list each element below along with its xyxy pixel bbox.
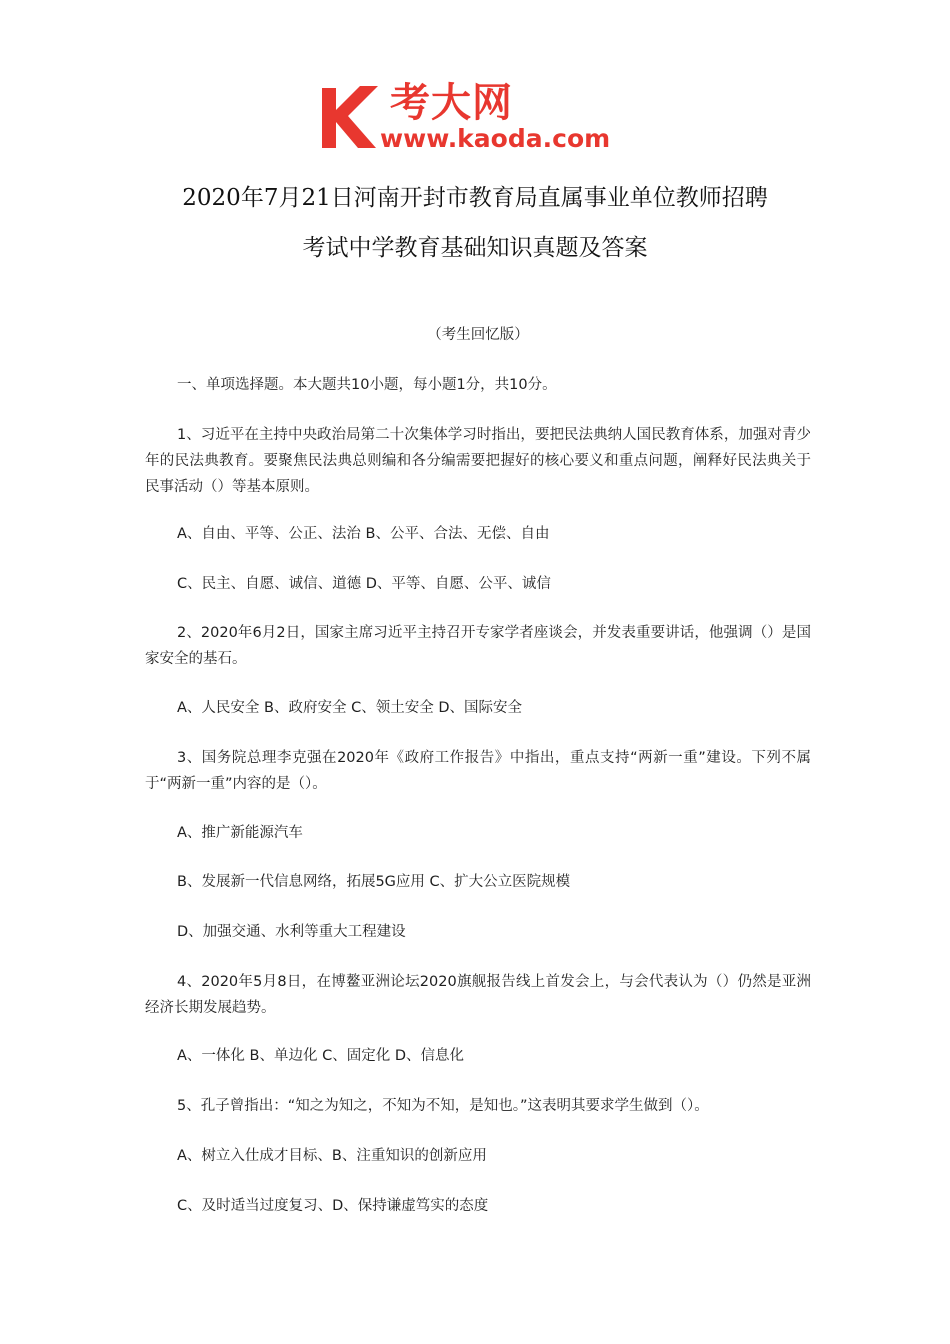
subtitle: （考生回忆版） — [427, 327, 529, 343]
question-1-stem: 1、习近平在主持中央政治局第二十次集体学习时指出，要把民法典纳人国民教育体系，加强对青少年的民法典教育。要聚焦民法典总则编和各分编需要把握好的核心要义和重点问题，阐释好民法典关于民事活动（）等基本原则。 — [145, 427, 811, 495]
document-title-line1: 2020年7月21日河南开封市教育局直属事业单位教师招聘 — [182, 185, 768, 211]
question-3-option-line: D、加强交通、水利等重大工程建设 — [177, 924, 406, 940]
question-3-stem: 3、国务院总理李克强在2020年《政府工作报告》中指出，重点支持“两新一重”建设。下列不属于“两新一重”内容的是（）。 — [145, 750, 811, 792]
question-3-option-line: B、发展新一代信息网络，拓展5G应用 C、扩大公立医院规模 — [177, 874, 571, 890]
question-5-stem: 5、孔子曾指出：“知之为知之，不知为不知，是知也。”这表明其要求学生做到（）。 — [177, 1098, 709, 1114]
question-2-option-line: A、人民安全 B、政府安全 C、领土安全 D、国际安全 — [177, 700, 522, 716]
logo-url: www.kaoda.com — [380, 124, 611, 153]
logo-brand-cn: 考大网 — [390, 80, 513, 126]
section-heading: 一、单项选择题。本大题共10小题，每小题1分，共10分。 — [177, 377, 557, 393]
question-2-stem: 2、2020年6月2日，国家主席习近平主持召开专家学者座谈会，并发表重要讲话，他强调（）是国家安全的基石。 — [145, 625, 811, 667]
question-4-option-line: A、一体化 B、单边化 C、固定化 D、信息化 — [177, 1048, 464, 1064]
logo-k-mark-icon — [318, 82, 382, 152]
question-5-option-line: C、及时适当过度复习、D、保持谦虚笃实的态度 — [177, 1198, 489, 1214]
question-3-option-line: A、推广新能源汽车 — [177, 825, 303, 841]
document-title-line2: 考试中学教育基础知识真题及答案 — [302, 235, 648, 261]
question-5-option-line: A、树立入仕成才目标、B、注重知识的创新应用 — [177, 1148, 487, 1164]
question-4-stem: 4、2020年5月8日，在博鳌亚洲论坛2020旗舰报告线上首发会上，与会代表认为（）仍然是亚洲经济长期发展趋势。 — [145, 974, 811, 1016]
question-1-option-line: A、自由、平等、公正、法治 B、公平、合法、无偿、自由 — [177, 526, 550, 542]
kaoda-logo — [318, 80, 638, 160]
question-1-option-line: C、民主、自愿、诚信、道德 D、平等、自愿、公平、诚信 — [177, 576, 551, 592]
